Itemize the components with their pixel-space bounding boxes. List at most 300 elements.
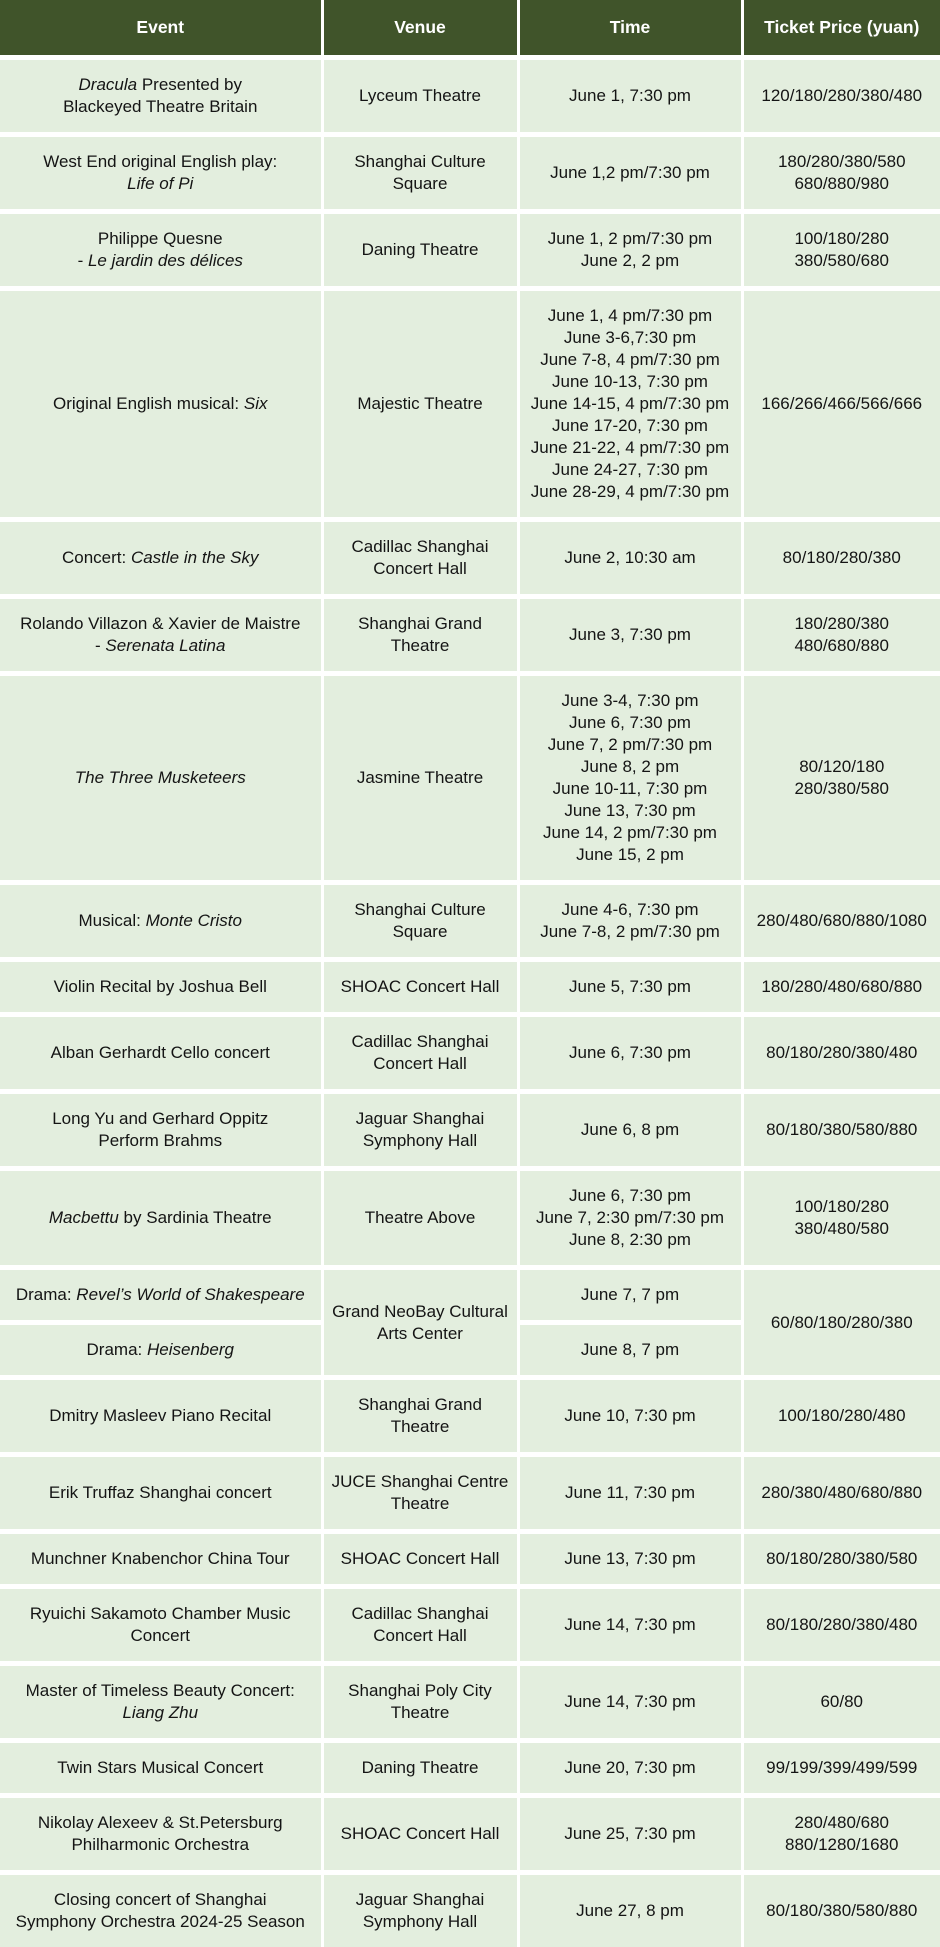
table-row xyxy=(0,1378,940,1455)
event-cell xyxy=(0,883,322,960)
text-segment: Concert xyxy=(130,1626,190,1645)
event-line xyxy=(3,1757,318,1779)
venue-line xyxy=(327,558,514,580)
text-segment: Castle in the Sky xyxy=(131,548,259,567)
time-line xyxy=(523,1405,738,1427)
text-segment: Lyceum Theatre xyxy=(359,86,481,105)
price-cell xyxy=(742,883,940,960)
text-segment: 280/480/680/880/1080 xyxy=(757,911,927,930)
price-line xyxy=(747,1405,938,1427)
text-segment: Rolando Villazon & Xavier de Maistre xyxy=(20,614,300,633)
venue-cell xyxy=(322,520,518,597)
event-cell xyxy=(0,289,322,520)
text-segment: Square xyxy=(393,174,448,193)
text-segment: 180/280/480/680/880 xyxy=(761,977,922,996)
venue-line xyxy=(327,1130,514,1152)
venue-line xyxy=(327,151,514,173)
table-row xyxy=(0,1455,940,1532)
text-segment: June 3-4, 7:30 pm xyxy=(561,691,698,710)
price-line xyxy=(747,756,938,778)
price-cell xyxy=(742,58,940,135)
price-line xyxy=(747,1196,938,1218)
venue-line xyxy=(327,1031,514,1053)
time-cell xyxy=(518,1664,742,1741)
venue-line xyxy=(327,1889,514,1911)
price-cell xyxy=(742,1015,940,1092)
text-segment: - xyxy=(95,636,105,655)
time-line xyxy=(523,1482,738,1504)
time-line xyxy=(523,415,738,437)
venue-line xyxy=(327,899,514,921)
text-segment: Six xyxy=(244,394,268,413)
text-segment: Presented by xyxy=(137,75,242,94)
venue-line xyxy=(327,85,514,107)
event-cell xyxy=(0,1015,322,1092)
event-cell xyxy=(0,1378,322,1455)
text-segment: Theatre xyxy=(391,1703,450,1722)
text-segment: SHOAC Concert Hall xyxy=(341,1824,500,1843)
text-segment: Serenata Latina xyxy=(105,636,225,655)
text-segment: 60/80/180/280/380 xyxy=(771,1313,913,1332)
time-cell xyxy=(518,520,742,597)
price-cell xyxy=(742,1873,940,1947)
text-segment: Concert Hall xyxy=(373,1626,467,1645)
text-segment: 280/380/480/680/880 xyxy=(761,1483,922,1502)
text-segment: 80/120/180 xyxy=(799,757,884,776)
text-segment: Musical: xyxy=(79,911,146,930)
text-segment: Majestic Theatre xyxy=(357,394,482,413)
text-segment: Theatre xyxy=(391,636,450,655)
event-line xyxy=(3,1889,318,1911)
time-line xyxy=(523,756,738,778)
text-segment: June 14, 7:30 pm xyxy=(564,1692,695,1711)
venue-line xyxy=(327,1493,514,1515)
text-segment: Master of Timeless Beauty Concert: xyxy=(26,1681,295,1700)
venue-cell xyxy=(322,1268,518,1378)
text-segment: Symphony Orchestra 2024-25 Season xyxy=(16,1912,305,1931)
venue-line xyxy=(327,1625,514,1647)
price-cell xyxy=(742,960,940,1015)
text-segment: The Three Musketeers xyxy=(75,768,246,787)
venue-cell xyxy=(322,135,518,212)
time-cell xyxy=(518,1015,742,1092)
event-cell xyxy=(0,1323,322,1378)
text-segment: June 11, 7:30 pm xyxy=(565,1483,695,1502)
text-segment: 680/880/980 xyxy=(794,174,889,193)
venue-line xyxy=(327,536,514,558)
venue-line xyxy=(327,1702,514,1724)
time-cell xyxy=(518,1268,742,1323)
event-cell xyxy=(0,1169,322,1268)
text-segment: Arts Center xyxy=(377,1324,463,1343)
time-line xyxy=(523,1757,738,1779)
text-segment: June 25, 7:30 pm xyxy=(564,1824,695,1843)
venue-cell xyxy=(322,1532,518,1587)
text-segment: Concert Hall xyxy=(373,1054,467,1073)
event-line xyxy=(3,250,318,272)
price-cell xyxy=(742,1092,940,1169)
time-line xyxy=(523,85,738,107)
event-line xyxy=(3,173,318,195)
time-cell xyxy=(518,135,742,212)
event-line xyxy=(3,1625,318,1647)
event-cell xyxy=(0,1873,322,1947)
event-line xyxy=(3,613,318,635)
table-row xyxy=(0,597,940,674)
text-segment: Perform Brahms xyxy=(98,1131,222,1150)
time-line xyxy=(523,1900,738,1922)
venue-line xyxy=(327,1471,514,1493)
venue-line xyxy=(327,1823,514,1845)
price-line xyxy=(747,1312,938,1334)
venue-line xyxy=(327,1323,514,1345)
venue-cell xyxy=(322,1092,518,1169)
event-line xyxy=(3,96,318,118)
event-line xyxy=(3,1812,318,1834)
price-line xyxy=(747,1812,938,1834)
text-segment: Nikolay Alexeev & St.Petersburg xyxy=(38,1813,283,1832)
text-segment: June 1, 7:30 pm xyxy=(569,86,691,105)
event-line xyxy=(3,1911,318,1933)
text-segment: 120/180/280/380/480 xyxy=(761,86,922,105)
time-line xyxy=(523,1207,738,1229)
text-segment: 180/280/380/580 xyxy=(778,152,906,171)
venue-line xyxy=(327,1108,514,1130)
time-line xyxy=(523,976,738,998)
time-line xyxy=(523,481,738,503)
time-cell xyxy=(518,883,742,960)
text-segment: June 6, 7:30 pm xyxy=(569,1186,691,1205)
text-segment: 480/680/880 xyxy=(794,636,889,655)
time-cell xyxy=(518,1741,742,1796)
time-line xyxy=(523,778,738,800)
event-cell xyxy=(0,135,322,212)
time-line xyxy=(523,1691,738,1713)
text-segment: 280/480/680 xyxy=(794,1813,889,1832)
text-segment: June 1,2 pm/7:30 pm xyxy=(550,163,710,182)
event-cell xyxy=(0,960,322,1015)
table-row xyxy=(0,212,940,289)
table-row xyxy=(0,1015,940,1092)
time-line xyxy=(523,690,738,712)
text-segment: 880/1280/1680 xyxy=(785,1835,898,1854)
time-line xyxy=(523,162,738,184)
event-line xyxy=(3,1482,318,1504)
text-segment: June 8, 2 pm xyxy=(581,757,679,776)
price-line xyxy=(747,1119,938,1141)
price-line xyxy=(747,393,938,415)
venue-line xyxy=(327,1053,514,1075)
text-segment: Heisenberg xyxy=(147,1340,234,1359)
time-cell xyxy=(518,1873,742,1947)
text-segment: Cadillac Shanghai xyxy=(351,537,488,556)
price-cell xyxy=(742,1378,940,1455)
text-segment: Theatre Above xyxy=(365,1208,476,1227)
text-segment: Jaguar Shanghai xyxy=(356,1109,485,1128)
text-segment: June 15, 2 pm xyxy=(576,845,684,864)
venue-line xyxy=(327,1301,514,1323)
event-cell xyxy=(0,520,322,597)
venue-cell xyxy=(322,1378,518,1455)
venue-line xyxy=(327,1207,514,1229)
venue-line xyxy=(327,239,514,261)
text-segment: Ryuichi Sakamoto Chamber Music xyxy=(30,1604,291,1623)
time-cell xyxy=(518,1587,742,1664)
time-cell xyxy=(518,1796,742,1873)
text-segment: June 7, 2:30 pm/7:30 pm xyxy=(536,1208,724,1227)
text-segment: June 10, 7:30 pm xyxy=(564,1406,695,1425)
text-segment: June 20, 7:30 pm xyxy=(564,1758,695,1777)
text-segment: Cadillac Shanghai xyxy=(351,1032,488,1051)
venue-line xyxy=(327,1911,514,1933)
text-segment: Liang Zhu xyxy=(122,1703,198,1722)
time-line xyxy=(523,547,738,569)
price-cell xyxy=(742,1664,940,1741)
event-line xyxy=(3,1042,318,1064)
venue-cell xyxy=(322,1664,518,1741)
event-line xyxy=(3,151,318,173)
price-line xyxy=(747,778,938,800)
text-segment: 80/180/280/380/580 xyxy=(766,1549,917,1568)
price-line xyxy=(747,173,938,195)
table-row xyxy=(0,1532,940,1587)
venue-line xyxy=(327,767,514,789)
price-cell xyxy=(742,135,940,212)
text-segment: Daning Theatre xyxy=(362,1758,479,1777)
price-cell xyxy=(742,674,940,883)
venue-cell xyxy=(322,1796,518,1873)
price-line xyxy=(747,1900,938,1922)
price-line xyxy=(747,547,938,569)
text-segment: West End original English play: xyxy=(43,152,277,171)
text-segment: 180/280/380 xyxy=(794,614,889,633)
text-segment: Grand NeoBay Cultural xyxy=(332,1302,508,1321)
event-line xyxy=(3,976,318,998)
time-line xyxy=(523,899,738,921)
price-cell xyxy=(742,1587,940,1664)
event-line xyxy=(3,635,318,657)
header-row xyxy=(0,0,940,58)
event-cell xyxy=(0,1268,322,1323)
time-line xyxy=(523,327,738,349)
text-segment: 80/180/280/380/480 xyxy=(766,1615,917,1634)
event-line xyxy=(3,74,318,96)
price-line xyxy=(747,1834,938,1856)
event-cell xyxy=(0,1532,322,1587)
text-segment: June 5, 7:30 pm xyxy=(569,977,691,996)
text-segment: 80/180/380/580/880 xyxy=(766,1120,917,1139)
text-segment: Shanghai Grand xyxy=(358,1395,482,1414)
price-cell xyxy=(742,212,940,289)
text-segment: Drama: xyxy=(16,1285,76,1304)
text-segment: Square xyxy=(393,922,448,941)
venue-cell xyxy=(322,883,518,960)
text-segment: Dracula xyxy=(79,75,138,94)
event-cell xyxy=(0,58,322,135)
text-segment: Macbettu xyxy=(49,1208,119,1227)
text-segment: June 6, 7:30 pm xyxy=(569,713,691,732)
text-segment: - xyxy=(78,251,88,270)
text-segment: June 7-8, 4 pm/7:30 pm xyxy=(540,350,720,369)
venue-line xyxy=(327,976,514,998)
event-line xyxy=(3,767,318,789)
price-cell xyxy=(742,289,940,520)
time-line xyxy=(523,228,738,250)
venue-cell xyxy=(322,1455,518,1532)
event-line xyxy=(3,1284,318,1306)
text-segment: June 6, 7:30 pm xyxy=(569,1043,691,1062)
venue-cell xyxy=(322,1169,518,1268)
text-segment: 99/199/399/499/599 xyxy=(766,1758,917,1777)
text-segment: June 7, 2 pm/7:30 pm xyxy=(548,735,712,754)
price-line xyxy=(747,1218,938,1240)
venue-line xyxy=(327,1603,514,1625)
text-segment: Theatre xyxy=(391,1494,450,1513)
time-cell xyxy=(518,1378,742,1455)
text-segment: June 7, 7 pm xyxy=(581,1285,679,1304)
time-line xyxy=(523,250,738,272)
text-segment: June 4-6, 7:30 pm xyxy=(561,900,698,919)
text-segment: June 27, 8 pm xyxy=(576,1901,684,1920)
venue-cell xyxy=(322,58,518,135)
column-header-event: Event xyxy=(0,0,322,58)
text-segment: June 24-27, 7:30 pm xyxy=(552,460,708,479)
event-line xyxy=(3,1834,318,1856)
time-line xyxy=(523,734,738,756)
event-line xyxy=(3,547,318,569)
venue-line xyxy=(327,1548,514,1570)
venue-line xyxy=(327,393,514,415)
text-segment: June 2, 10:30 am xyxy=(564,548,695,567)
text-segment: Shanghai Culture xyxy=(354,900,485,919)
text-segment: June 3-6,7:30 pm xyxy=(564,328,696,347)
event-cell xyxy=(0,1092,322,1169)
venue-cell xyxy=(322,289,518,520)
time-line xyxy=(523,371,738,393)
table-row xyxy=(0,58,940,135)
text-segment: 80/180/380/580/880 xyxy=(766,1901,917,1920)
time-line xyxy=(523,1042,738,1064)
text-segment: June 14-15, 4 pm/7:30 pm xyxy=(531,394,729,413)
text-segment: 166/266/466/566/666 xyxy=(761,394,922,413)
time-line xyxy=(523,459,738,481)
table-row xyxy=(0,1587,940,1664)
event-line xyxy=(3,393,318,415)
time-cell xyxy=(518,597,742,674)
text-segment: June 21-22, 4 pm/7:30 pm xyxy=(531,438,729,457)
venue-cell xyxy=(322,212,518,289)
price-line xyxy=(747,976,938,998)
venue-cell xyxy=(322,1873,518,1947)
text-segment: June 1, 2 pm/7:30 pm xyxy=(548,229,712,248)
price-cell xyxy=(742,1741,940,1796)
text-segment: June 3, 7:30 pm xyxy=(569,625,691,644)
price-line xyxy=(747,1757,938,1779)
venue-cell xyxy=(322,597,518,674)
text-segment: Revel’s World of Shakespeare xyxy=(76,1285,304,1304)
event-line xyxy=(3,1603,318,1625)
price-cell xyxy=(742,1796,940,1873)
time-line xyxy=(523,1614,738,1636)
text-segment: Alban Gerhardt Cello concert xyxy=(51,1043,270,1062)
table-row xyxy=(0,1169,940,1268)
text-segment: Life of Pi xyxy=(127,174,193,193)
text-segment: June 8, 7 pm xyxy=(581,1340,679,1359)
time-line xyxy=(523,1548,738,1570)
price-cell xyxy=(742,1169,940,1268)
table-row xyxy=(0,289,940,520)
venue-line xyxy=(327,1394,514,1416)
text-segment: June 14, 2 pm/7:30 pm xyxy=(543,823,717,842)
text-segment: June 1, 4 pm/7:30 pm xyxy=(548,306,712,325)
time-line xyxy=(523,349,738,371)
text-segment: JUCE Shanghai Centre xyxy=(332,1472,509,1491)
time-line xyxy=(523,1339,738,1361)
table-row xyxy=(0,960,940,1015)
venue-line xyxy=(327,635,514,657)
time-cell xyxy=(518,212,742,289)
time-cell xyxy=(518,58,742,135)
table-header xyxy=(0,0,940,58)
event-line xyxy=(3,1108,318,1130)
price-cell xyxy=(742,520,940,597)
time-line xyxy=(523,822,738,844)
venue-cell xyxy=(322,1587,518,1664)
venue-line xyxy=(327,613,514,635)
price-cell xyxy=(742,1268,940,1378)
time-cell xyxy=(518,1092,742,1169)
time-line xyxy=(523,921,738,943)
time-cell xyxy=(518,1532,742,1587)
event-cell xyxy=(0,212,322,289)
text-segment: Closing concert of Shanghai xyxy=(54,1890,267,1909)
price-line xyxy=(747,85,938,107)
table-row xyxy=(0,1268,940,1323)
time-cell xyxy=(518,960,742,1015)
text-segment: Dmitry Masleev Piano Recital xyxy=(49,1406,271,1425)
table-row xyxy=(0,883,940,960)
text-segment: Jasmine Theatre xyxy=(357,768,483,787)
table-row xyxy=(0,520,940,597)
text-segment: Concert Hall xyxy=(373,559,467,578)
venue-line xyxy=(327,1680,514,1702)
price-line xyxy=(747,613,938,635)
text-segment: by Sardinia Theatre xyxy=(119,1208,272,1227)
time-line xyxy=(523,437,738,459)
text-segment: 60/80 xyxy=(820,1692,863,1711)
text-segment: June 28-29, 4 pm/7:30 pm xyxy=(531,482,729,501)
time-line xyxy=(523,1185,738,1207)
event-line xyxy=(3,1702,318,1724)
event-line xyxy=(3,910,318,932)
table-row xyxy=(0,674,940,883)
table-row xyxy=(0,1796,940,1873)
venue-line xyxy=(327,173,514,195)
time-line xyxy=(523,844,738,866)
text-segment: 80/180/280/380 xyxy=(783,548,901,567)
event-line xyxy=(3,1548,318,1570)
text-segment: Shanghai Grand xyxy=(358,614,482,633)
column-header-price: Ticket Price (yuan) xyxy=(742,0,940,58)
price-line xyxy=(747,250,938,272)
text-segment: Long Yu and Gerhard Oppitz xyxy=(52,1109,268,1128)
text-segment: June 10-11, 7:30 pm xyxy=(553,779,708,798)
column-header-venue: Venue xyxy=(322,0,518,58)
text-segment: Violin Recital by Joshua Bell xyxy=(54,977,267,996)
text-segment: June 17-20, 7:30 pm xyxy=(552,416,708,435)
text-segment: Twin Stars Musical Concert xyxy=(57,1758,263,1777)
text-segment: Shanghai Poly City xyxy=(348,1681,492,1700)
